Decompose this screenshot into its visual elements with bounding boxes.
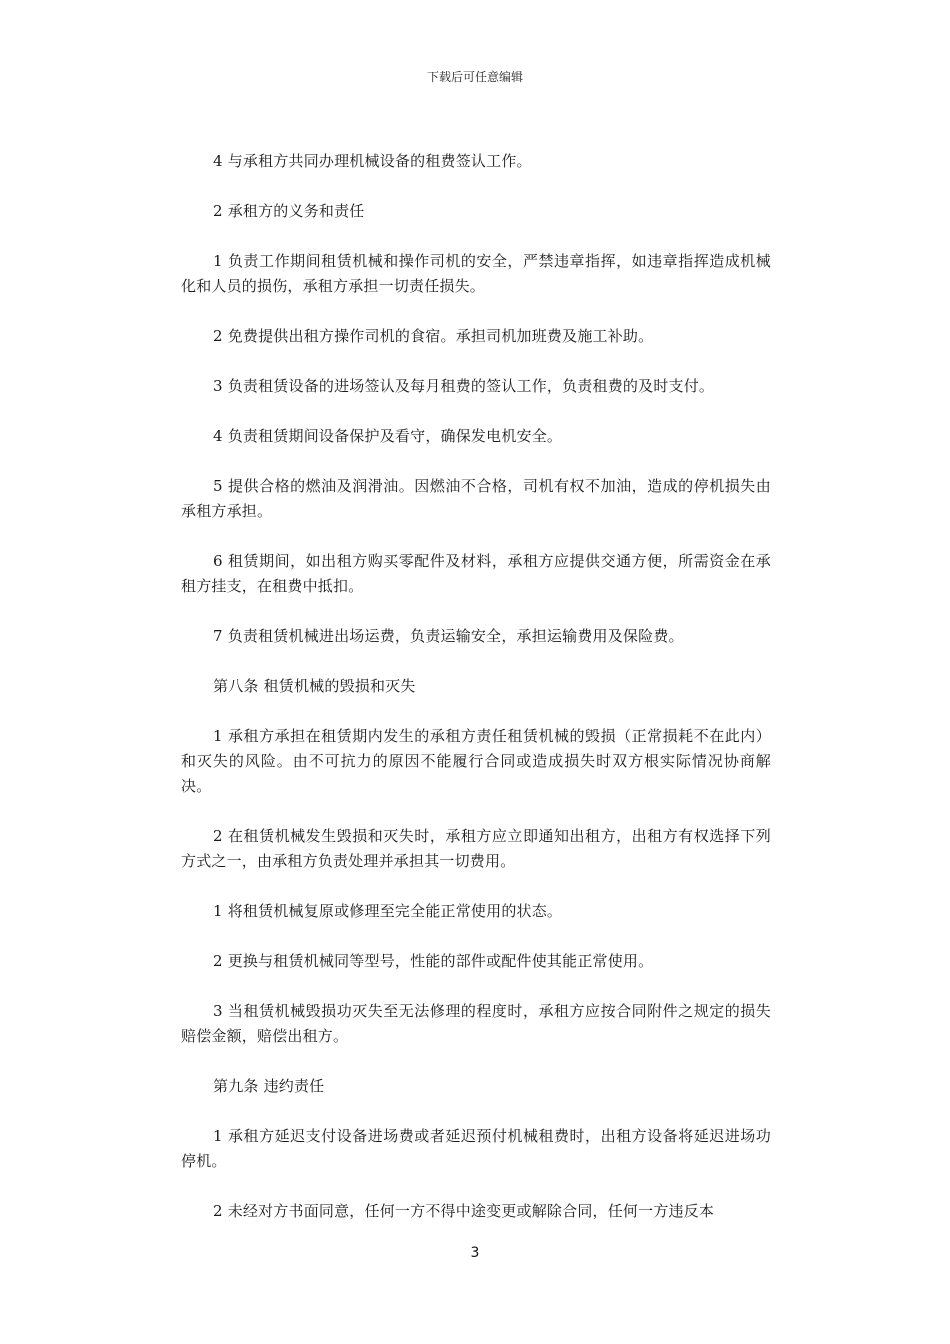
paragraph: 7 负责租赁机械进出场运费，负责运输安全，承担运输费用及保险费。 — [213, 627, 684, 645]
paragraph: 1 承租方承担在租赁期内发生的承租方责任租赁机械的毁损（正常损耗不在此内）和灭失的风险。由不可抗力的原因不能履行合同或造成损失时双方根实际情况协商解决。 — [181, 727, 771, 795]
paragraph: 4 与承租方共同办理机械设备的租费签认工作。 — [213, 152, 532, 170]
paragraph: 1 承租方延迟支付设备进场费或者延迟预付机械租费时，出租方设备将延迟进场功停机。 — [181, 1127, 771, 1170]
page-header: 下载后可任意编辑 — [426, 70, 523, 84]
paragraph: 3 负责租赁设备的进场签认及每月租费的签认工作，负责租费的及时支付。 — [213, 377, 715, 395]
article-heading: 第九条 违约责任 — [213, 1077, 325, 1095]
paragraph: 6 租赁期间，如出租方购买零配件及材料，承租方应提供交通方便，所需资金在承租方挂支，在租费中抵扣。 — [181, 552, 771, 595]
paragraph: 2 未经对方书面同意，任何一方不得中途变更或解除合同，任何一方违反本 — [213, 1202, 715, 1220]
paragraph: 2 免费提供出租方操作司机的食宿。承担司机加班费及施工补助。 — [213, 327, 654, 345]
paragraph: 2 更换与租赁机械同等型号，性能的部件或配件使其能正常使用。 — [213, 952, 654, 970]
paragraph: 3 当租赁机械毁损功灭失至无法修理的程度时，承租方应按合同附件之规定的损失赔偿金额，赔偿出租方。 — [181, 1002, 771, 1045]
paragraph: 4 负责租赁期间设备保护及看守，确保发电机安全。 — [213, 427, 563, 445]
paragraph: 1 将租赁机械复原或修理至完全能正常使用的状态。 — [213, 902, 563, 920]
paragraph: 5 提供合格的燃油及润滑油。因燃油不合格，司机有权不加油，造成的停机损失由承租方承担。 — [181, 477, 771, 520]
section-heading: 2 承租方的义务和责任 — [213, 202, 365, 220]
paragraph: 1 负责工作期间租赁机械和操作司机的安全，严禁违章指挥，如违章指挥造成机械化和人员的损伤，承租方承担一切责任损失。 — [181, 252, 771, 295]
paragraph: 2 在租赁机械发生毁损和灭失时，承租方应立即通知出租方，出租方有权选择下列方式之一，由承租方负责处理并承担其一切费用。 — [181, 827, 771, 870]
page-number: 3 — [470, 1245, 480, 1261]
document-body — [181, 149, 771, 1249]
article-heading: 第八条 租赁机械的毁损和灭失 — [213, 677, 416, 695]
